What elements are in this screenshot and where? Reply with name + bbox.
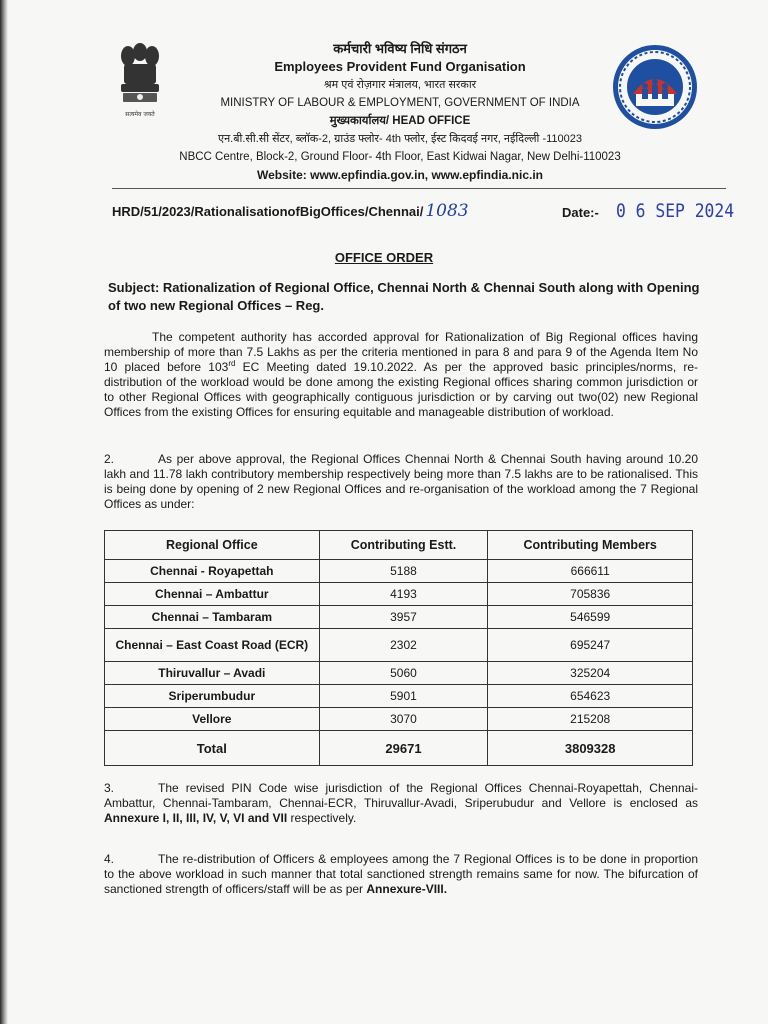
header-divider: [112, 188, 726, 189]
members-count: 215208: [488, 708, 693, 731]
para2-text: As per above approval, the Regional Offices Chennai North & Chennai South having around 10.20 lakh and 11.78 lakh contributory membership respectively being more than 7.5 lakhs are to be rationalised. This is being done by opening of 2 new Regional Offices and re-organisation of the workload among the 7 Regional Offices as under:: [104, 452, 698, 511]
emblem-caption: सत्यमेव जयते: [125, 111, 155, 118]
members-count: 325204: [488, 662, 693, 685]
website-line: Website: www.epfindia.gov.in, www.epfindia.nic.in: [256, 168, 544, 182]
column-header: Contributing Estt.: [319, 531, 488, 560]
org-name: Employees Provident Fund Organisation: [274, 59, 526, 74]
para1-sup: rd: [228, 359, 236, 368]
subject-line: Subject: Rationalization of Regional Office, Chennai North & Chennai South along with Opening of two new Regional Offices – Reg.: [108, 280, 700, 313]
table-row: [105, 606, 693, 629]
table-header-row: [105, 531, 693, 560]
para4-number: 4.: [104, 852, 115, 866]
office-name: Thiruvallur – Avadi: [105, 662, 320, 685]
date-label: Date:-: [562, 205, 599, 220]
total-members: 3809328: [488, 731, 693, 766]
document-title: OFFICE ORDER: [334, 250, 434, 265]
estt-count: 3957: [319, 606, 488, 629]
estt-count: 5060: [319, 662, 488, 685]
para3-annexures: Annexure I, II, III, IV, V, VI and VII: [104, 811, 288, 825]
members-count: 654623: [488, 685, 693, 708]
members-count: 666611: [488, 560, 693, 583]
para3-text: The revised PIN Code wise jurisdiction of the Regional Offices Chennai-Royapettah, Chennai-Ambattur, Chennai-Tambaram, Chennai-ECR, Thiruvallur-Avadi, Sriperubudur and Vellore is enclosed as: [104, 781, 698, 810]
para1-text-a: The competent authority has accorded approval for Rationalization of Big Regional offices having membership of more than 7.5 Lakhs as per the criteria mentioned in para 8 and para 9 of the Agenda Item No 10 placed before 103: [104, 330, 698, 374]
paragraph-3: [104, 781, 698, 826]
para4-annexure: Annexure-VIII.: [366, 882, 448, 896]
members-count: 695247: [488, 629, 693, 662]
para3-number: 3.: [104, 781, 115, 795]
para1-text-b: EC Meeting dated 19.10.2022. As per the approved basic principles/norms, re-distribution of the workload would be done among the existing Regional offices sharing common jurisdiction or to other Regional Offices with geographically contiguous jurisdiction or by carving out two(02) new Regional Offices from the existing Offices for ensuring equitable and manageable distribution of workload.: [104, 360, 698, 419]
table-row: [105, 629, 693, 662]
office-name: Chennai - Royapettah: [105, 560, 320, 583]
address-hindi: एन.बी.सी.सी सेंटर, ब्लॉक-2, ग्राउंड फ्लोर- 4th फ्लोर, ईस्ट किदवई नगर, नईदिल्ली -110023: [217, 133, 582, 145]
ministry-hindi: श्रम एवं रोज़गार मंत्रालय, भारत सरकार: [323, 79, 477, 91]
table-row: [105, 708, 693, 731]
reference-number: [112, 201, 469, 221]
total-row: [105, 731, 693, 766]
table-row: [105, 583, 693, 606]
para4-text: The re-distribution of Officers & employees among the 7 Regional Offices is to be done in proportion to the above workload in such manner that total sanctioned strength remains same for now. The bifurcation of sanctioned strength of officers/staff will be as per: [104, 852, 698, 896]
para2-number: 2.: [104, 452, 115, 466]
column-header: Regional Office: [105, 531, 320, 560]
office-name: Chennai – East Coast Road (ECR): [105, 629, 320, 662]
estt-count: 5188: [319, 560, 488, 583]
head-office-label: मुख्यकार्यालय/ HEAD OFFICE: [329, 115, 471, 127]
table-row: [105, 662, 693, 685]
org-name-hindi: कर्मचारी भविष्य निधि संगठन: [333, 41, 467, 56]
paragraph-2: [104, 452, 698, 512]
paragraph-4: [104, 852, 698, 897]
total-estt: 29671: [319, 731, 488, 766]
table-row: [105, 560, 693, 583]
office-name: Chennai – Tambaram: [105, 606, 320, 629]
members-count: 705836: [488, 583, 693, 606]
date-stamp: 0 6 SEP 2024: [616, 200, 735, 222]
ministry-name: MINISTRY OF LABOUR & EMPLOYMENT, GOVERNMENT OF INDIA: [220, 97, 580, 109]
table-row: [105, 685, 693, 708]
estt-count: 4193: [319, 583, 488, 606]
letterhead: [140, 40, 660, 184]
column-header: Contributing Members: [488, 531, 693, 560]
handwritten-number: 1083: [425, 201, 469, 221]
page-edge-shadow: [0, 0, 8, 1024]
office-name: Vellore: [105, 708, 320, 731]
regional-office-table: [104, 530, 693, 766]
paragraph-1: [104, 330, 698, 420]
members-count: 546599: [488, 606, 693, 629]
estt-count: 2302: [319, 629, 488, 662]
reference-text: HRD/51/2023/RationalisationofBigOffices/Chennai/: [112, 204, 424, 219]
estt-count: 5901: [319, 685, 488, 708]
estt-count: 3070: [319, 708, 488, 731]
office-name: Chennai – Ambattur: [105, 583, 320, 606]
para3-tail: respectively.: [287, 811, 357, 825]
office-name: Sriperumbudur: [105, 685, 320, 708]
total-label: Total: [105, 731, 320, 766]
address: NBCC Centre, Block-2, Ground Floor- 4th Floor, East Kidwai Nagar, New Delhi-110023: [179, 151, 621, 163]
